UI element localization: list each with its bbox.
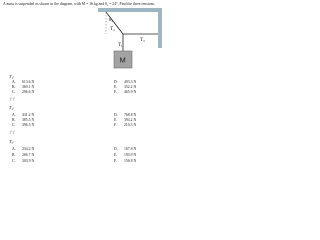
question-1-hint: f−f (10, 97, 15, 101)
t2-label: T₂ (110, 27, 115, 32)
answer-option[interactable]: E. 394.2 N (114, 118, 137, 122)
question-2-hint: f−f (10, 130, 15, 134)
answer-option[interactable]: D. 403.3 N (114, 80, 137, 84)
answer-option[interactable]: C. 396.5 N (12, 123, 35, 127)
answer-option[interactable]: F. 210.3 N (114, 123, 137, 127)
question-3-label: T₃: (9, 139, 15, 144)
answer-option[interactable]: B. 385.5 N (12, 118, 35, 122)
problem-statement: A mass is suspended as shown in the diagram, with M = 16.kg and θ₂ = 24°. Find the three tensions. (3, 2, 155, 6)
theta-label: θ₂ (109, 18, 114, 23)
answer-option[interactable]: A. 613.6 N (12, 80, 35, 84)
ceiling (98, 8, 162, 12)
answer-option[interactable]: A. 431.2 N (12, 113, 35, 117)
answer-option[interactable]: B. 369.1 N (12, 85, 35, 89)
question-2-label: T₂: (9, 105, 15, 110)
answer-option[interactable]: A. 234.2 N (12, 147, 35, 151)
answer-option[interactable]: E. 352.2 N (114, 85, 137, 89)
t1-label: T₁ (118, 43, 123, 48)
answer-option[interactable]: E. 193.9 N (114, 153, 137, 157)
answer-option[interactable]: C. 296.6 N (12, 90, 35, 94)
answer-option[interactable]: F. 156.8 N (114, 159, 137, 163)
answer-option[interactable]: C. 303.9 N (12, 159, 35, 163)
answer-option[interactable]: F. 465.9 N (114, 90, 137, 94)
mass-label: M (119, 55, 126, 65)
answer-option[interactable]: D. 768.8 N (114, 113, 137, 117)
question-1-label: T₁: (9, 74, 15, 79)
wall (158, 8, 162, 48)
answer-option[interactable]: D. 167.8 N (114, 147, 137, 151)
answer-option[interactable]: B. 266.7 N (12, 153, 35, 157)
t3-label: T₃ (140, 38, 145, 43)
